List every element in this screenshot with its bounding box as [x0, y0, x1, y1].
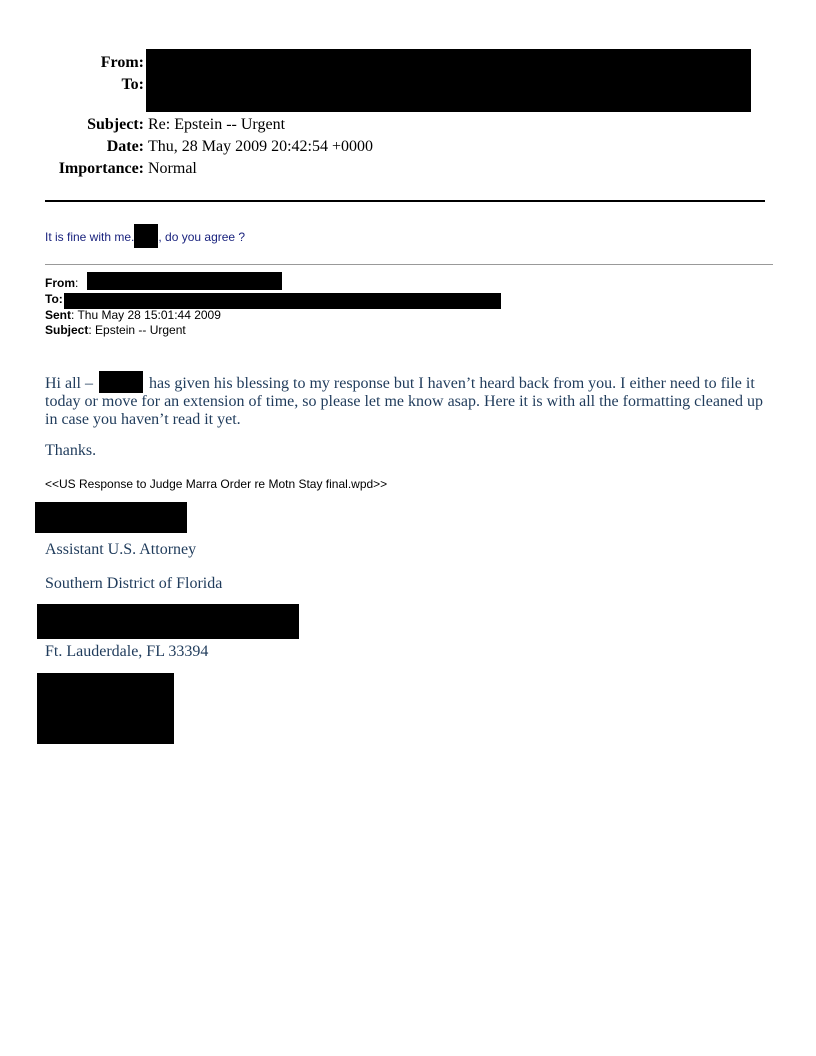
importance-label: Importance:: [58, 160, 144, 177]
redaction-signature-name: [35, 502, 187, 533]
signature-office: Southern District of Florida: [45, 575, 223, 592]
redaction-signature-contact: [37, 673, 174, 744]
redaction-quoted-to: [64, 293, 501, 309]
quoted-sent: [45, 308, 221, 322]
subject-label: Subject:: [87, 116, 144, 133]
quoted-from-label: From: [45, 276, 75, 290]
attachment-link[interactable]: <<US Response to Judge Marra Order re Motn Stay final.wpd>>: [45, 477, 388, 491]
from-label: From:: [100, 54, 144, 71]
body-greeting: Hi all –: [45, 375, 93, 392]
quoted-to: [45, 292, 63, 306]
redaction-from-to: [146, 49, 751, 112]
quoted-subject-label: Subject: [45, 323, 89, 337]
to-label: To:: [121, 76, 144, 93]
header-divider: [45, 200, 765, 202]
redaction-body-name: [99, 371, 143, 393]
importance-value: Normal: [148, 160, 197, 177]
reply-line: [45, 224, 245, 248]
redaction-quoted-from: [87, 272, 282, 290]
quoted-subject-value: : Epstein -- Urgent: [88, 323, 186, 337]
signature-title: Assistant U.S. Attorney: [45, 541, 197, 558]
redaction-signature-address: [37, 604, 299, 639]
quoted-sent-label: Sent: [45, 308, 72, 322]
quoted-to-label: To:: [45, 292, 63, 306]
quoted-subject: [45, 323, 186, 337]
body-thanks: Thanks.: [45, 442, 97, 459]
redaction-reply-name: [134, 224, 158, 248]
signature-city: Ft. Lauderdale, FL 33394: [45, 643, 209, 660]
subject-value: Re: Epstein -- Urgent: [148, 116, 286, 133]
quoted-from: From:: [45, 276, 79, 290]
reply-text-before: It is fine with me.: [45, 230, 135, 244]
body-paragraph: [45, 371, 775, 429]
body-paragraph-rest: has given his blessing to my response but I haven’t heard back from you. I either need to file it today or move for an extension of time, so please let me know asap. Here it is with all the formatting cleaned up in case you haven’t read it yet.: [45, 375, 764, 428]
date-label: Date:: [106, 138, 144, 155]
quoted-sent-value: : Thu May 28 15:01:44 2009: [71, 308, 221, 322]
quote-divider: [45, 264, 773, 265]
date-value: Thu, 28 May 2009 20:42:54 +0000: [148, 138, 374, 155]
reply-text-after: , do you agree ?: [158, 230, 246, 244]
